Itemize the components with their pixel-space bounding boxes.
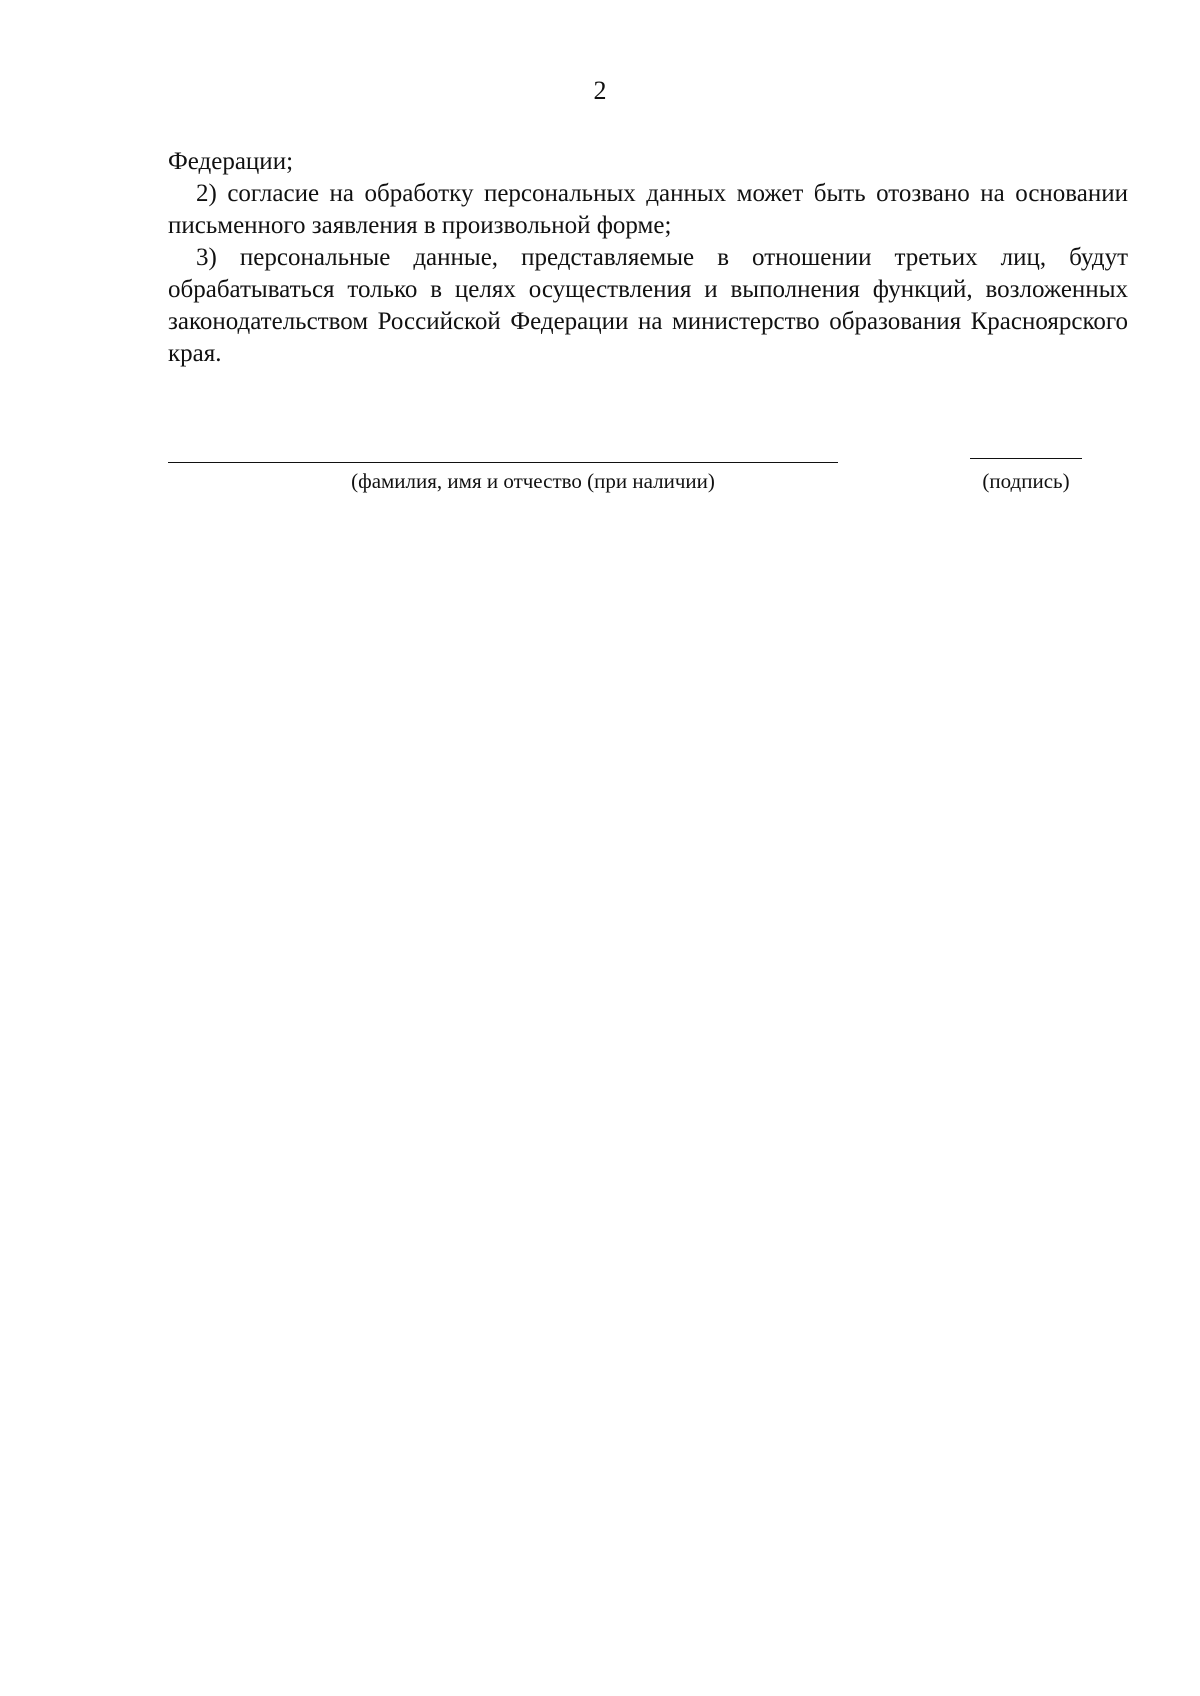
signature-underline <box>970 458 1082 459</box>
name-underline <box>168 462 838 463</box>
name-caption: (фамилия, имя и отчество (при наличии) <box>351 469 715 493</box>
paragraph-item-3: 3) персональные данные, представляемые в отношении третьих лиц, будут обрабатываться только в целях осуществления и выполнения функций, возложенных законодательством Российской Федерации на министерство образования Красноярского края. <box>168 244 1128 367</box>
document-body <box>168 146 1128 370</box>
signature-caption: (подпись) <box>982 469 1070 493</box>
paragraph-item-2: 2) согласие на обработку персональных данных может быть отозвано на основании письменного заявления в произвольной форме; <box>168 180 1128 239</box>
signature-block <box>0 462 1200 522</box>
page-number: 2 <box>593 76 607 105</box>
paragraph-continuation: Федерации; <box>168 148 294 175</box>
